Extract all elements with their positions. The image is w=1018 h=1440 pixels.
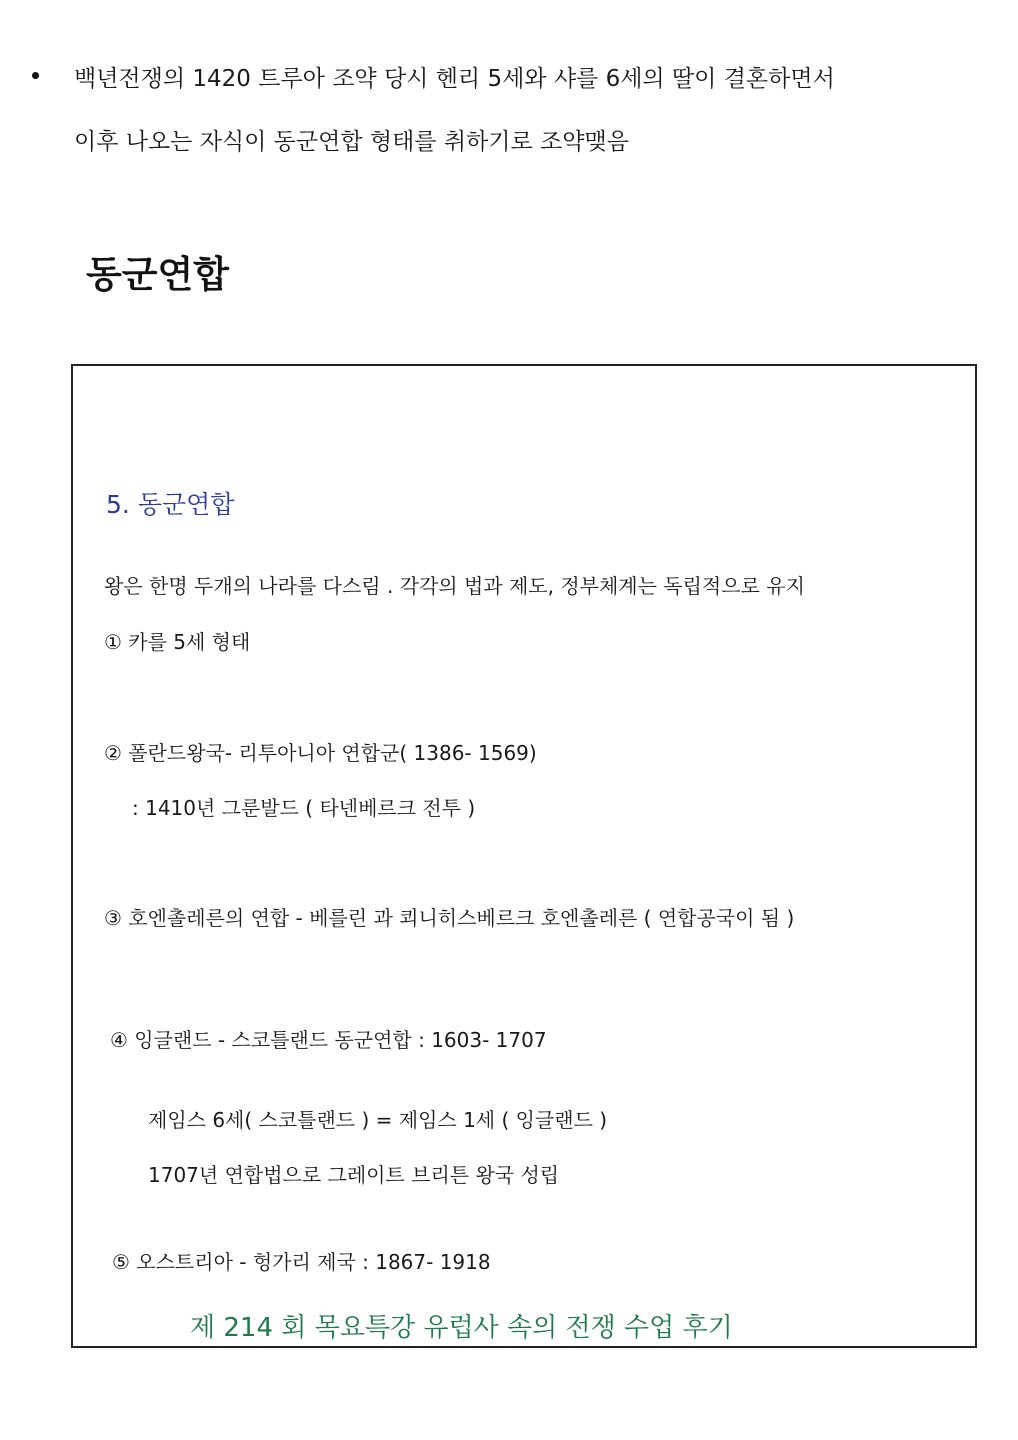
- item-4-note-1: 제임스 6세( 스코틀랜드 ) = 제임스 1세 ( 잉글랜드 ): [148, 1108, 608, 1132]
- item-2: ② 폴란드왕국- 리투아니아 연합군( 1386- 1569): [104, 741, 537, 765]
- intro-line-2: 이후 나오는 자식이 동군연합 형태를 취하기로 조약맺음: [74, 129, 629, 155]
- section-title: 5. 동군연합: [106, 490, 235, 519]
- item-3: ③ 호엔촐레른의 연합 - 베를린 과 쾨니히스베르크 호엔촐레른 ( 연합공국이 됨 ): [104, 906, 795, 930]
- page-heading: 동군연합: [86, 253, 229, 296]
- footer-caption: 제 214 회 목요특강 유럽사 속의 전쟁 수업 후기: [190, 1313, 733, 1343]
- item-4-note-2: 1707년 연합법으로 그레이트 브리튼 왕국 성립: [148, 1163, 560, 1187]
- item-1: ① 카를 5세 형태: [104, 630, 251, 654]
- bullet-icon: [32, 72, 39, 79]
- item-4: ④ 잉글랜드 - 스코틀랜드 동군연합 : 1603- 1707: [110, 1028, 547, 1052]
- summary-text: 왕은 한명 두개의 나라를 다스림 . 각각의 법과 제도, 정부체계는 독립적으로 유지: [104, 574, 805, 598]
- item-5: ⑤ 오스트리아 - 헝가리 제국 : 1867- 1918: [112, 1250, 491, 1274]
- intro-line-1: 백년전쟁의 1420 트루아 조약 당시 헨리 5세와 샤를 6세의 딸이 결혼하면서: [74, 66, 835, 92]
- item-2-note: : 1410년 그룬발드 ( 타넨베르크 전투 ): [132, 796, 476, 820]
